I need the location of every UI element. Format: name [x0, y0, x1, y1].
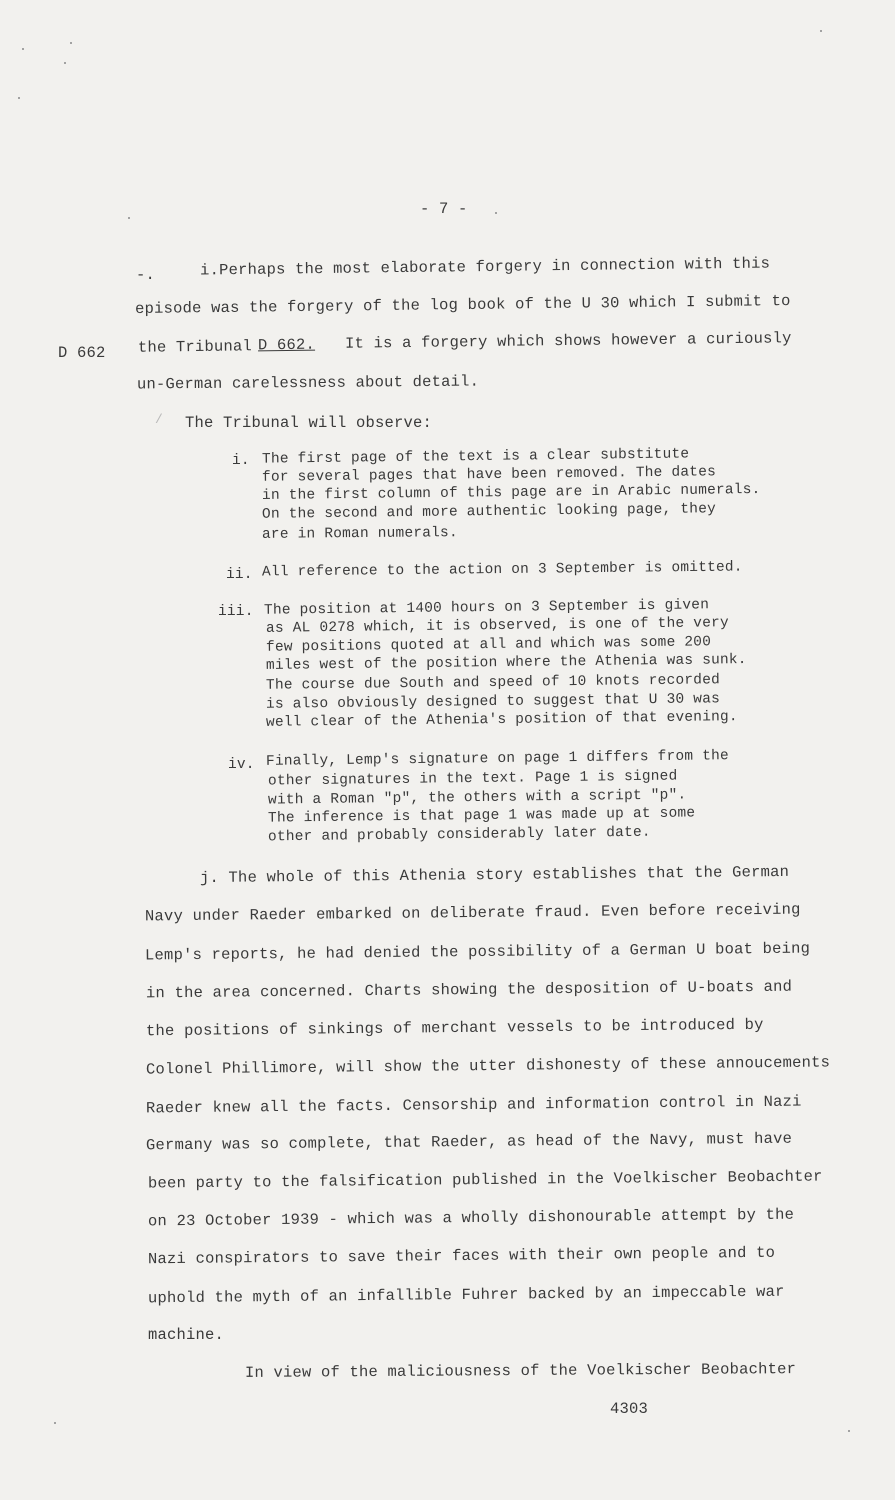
observe-heading: The Tribunal will observe: [185, 414, 433, 432]
item-line: All reference to the action on 3 September is omitted. [261, 559, 743, 581]
item-line: The first page of the text is a clear substitute [261, 446, 690, 468]
margin-reference: D 662 [58, 344, 106, 362]
para-i-line: the Tribunal [137, 337, 253, 357]
para-j-line: Navy under Raeder embarked on deliberate fraud. Even before receiving [144, 900, 801, 926]
para-j-line: in the area concerned. Charts showing the desposition of U-boats and [145, 977, 793, 1003]
speck [70, 42, 72, 44]
item-line: other signatures in the text. Page 1 is signed [267, 768, 678, 790]
speck [848, 1430, 850, 1432]
item-line: in the first column of this page are in Arabic numerals. [261, 481, 761, 505]
exhibit-reference: D 662. [257, 335, 316, 355]
item-number: i. [232, 453, 250, 469]
speck [54, 1422, 56, 1424]
para-i-line: i.Perhaps the most elaborate forgery in connection with this [199, 254, 771, 280]
item-line: The position at 1400 hours on 3 September is given [263, 597, 710, 619]
para-i-line: episode was the forgery of the log book of the U 30 which I submit to [134, 291, 791, 319]
para-j-line: Raeder knew all the facts. Censorship and information control in Nazi [145, 1092, 802, 1118]
item-line: few positions quoted at all and which was some 200 [265, 634, 712, 656]
item-line: On the second and more authentic looking page, they [261, 501, 717, 523]
item-number: iii. [218, 604, 254, 620]
item-line: other and probably considerably later date. [267, 824, 651, 846]
para-j-line: the positions of sinkings of merchant vessels to be introduced by [145, 1015, 764, 1041]
para-j-line: been party to the falsification published in the Voelkischer Beobachter [147, 1167, 823, 1193]
item-line: well clear of the Athenia's position of that evening. [265, 709, 738, 731]
item-line: Finally, Lemp's signature on page 1 differs from the [265, 748, 729, 770]
item-number: ii. [226, 567, 253, 583]
para-j-line: Nazi conspirators to save their faces with their own people and to [147, 1243, 776, 1269]
item-line: miles west of the position where the Athenia was sunk. [265, 652, 747, 674]
para-j-line: Germany was so complete, that Raeder, as head of the Navy, must have [145, 1129, 793, 1155]
speck [128, 217, 130, 219]
item-line: The course due South and speed of 10 knots recorded [265, 672, 721, 694]
para-j-line: on 23 October 1939 - which was a wholly dishonourable attempt by the [147, 1205, 795, 1231]
speck [495, 212, 497, 214]
item-line: is also obviously designed to suggest that U 30 was [265, 691, 721, 713]
para-j-line: uphold the myth of an infallible Fuhrer backed by an impeccable war [147, 1282, 785, 1308]
item-line: for several pages that have been removed. The dates [261, 464, 717, 486]
item-line: are in Roman numerals. [261, 525, 458, 543]
footer-number: 4303 [610, 1400, 649, 1418]
page-number: - 7 - [420, 200, 468, 218]
speck [820, 30, 822, 32]
speck [22, 48, 24, 50]
paragraph-mark: -. [136, 266, 156, 284]
para-j-line: machine. [148, 1326, 225, 1344]
item-number: iv. [228, 757, 255, 773]
speck [18, 97, 20, 99]
para-j-line: Lemp's reports, he had denied the possibility of a German U boat being [144, 939, 811, 965]
para-j-line: Colonel Phillimore, will show the utter dishonesty of these annoucements [145, 1053, 831, 1079]
para-j-line: j. The whole of this Athenia story establishes that the German [199, 862, 790, 888]
item-line: The inference is that page 1 was made up at some [267, 805, 696, 827]
para-i-line: It is a forgery which shows however a curiously [344, 329, 792, 353]
last-line: In view of the maliciousness of the Voelkischer Beobachter [244, 1360, 797, 1382]
item-line: with a Roman "p", the others with a script "p". [267, 787, 687, 809]
speck [64, 62, 66, 64]
item-line: as AL 0278 which, it is observed, is one of the very [265, 615, 729, 637]
para-i-line: un-German carelessness about detail. [136, 372, 480, 394]
pen-mark: / [155, 412, 164, 427]
